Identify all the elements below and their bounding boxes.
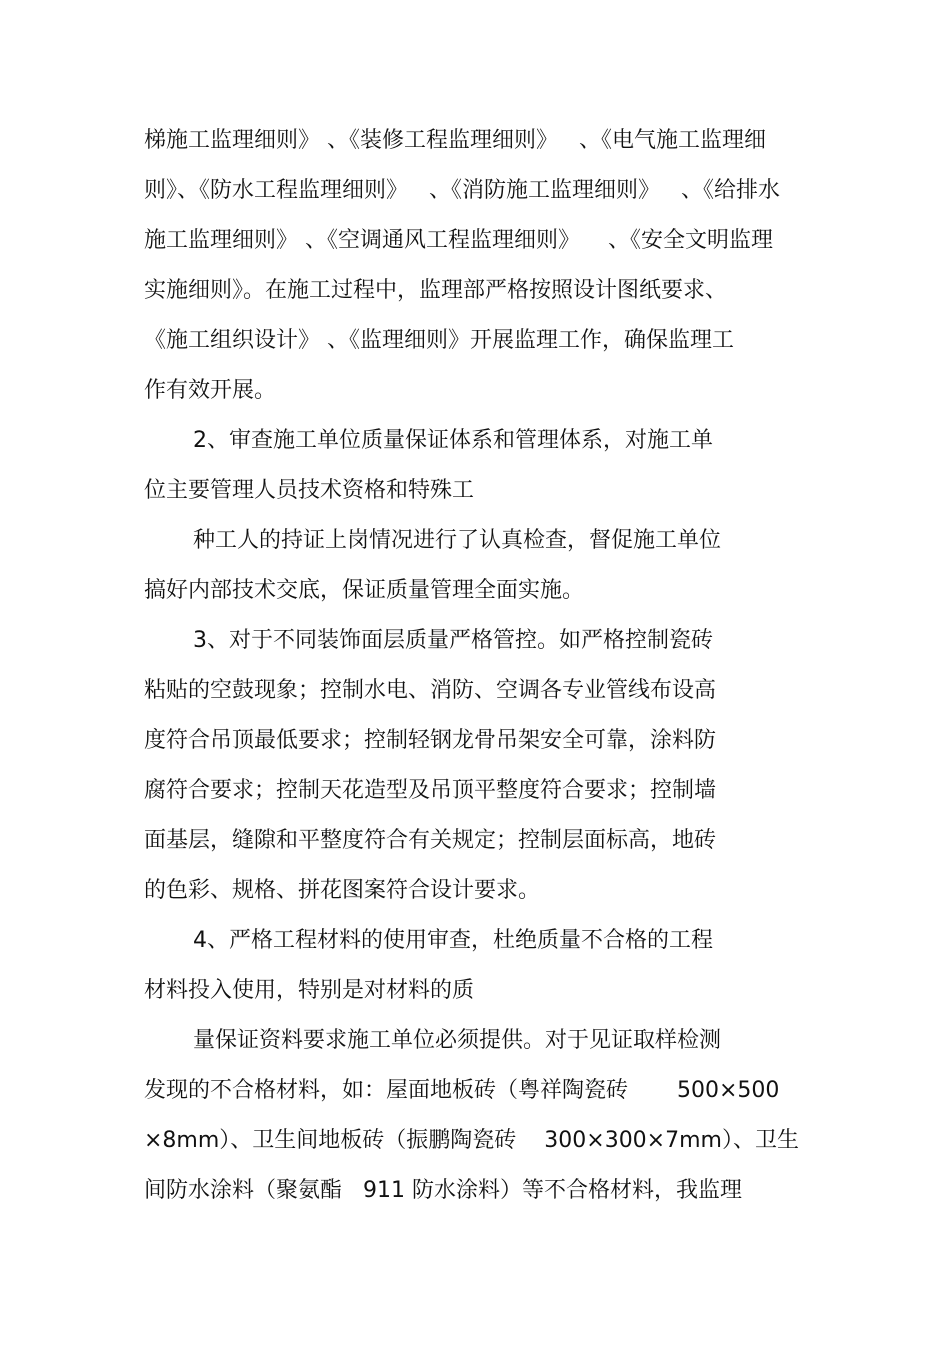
paragraph-3-first-line: 3、对于不同装饰面层质量严格管控。如严格控制瓷砖 — [193, 628, 713, 653]
text-line: 面基层，缝隙和平整度符合有关规定；控制层面标高，地砖 — [144, 828, 717, 853]
paragraph-first-line: 种工人的持证上岗情况进行了认真检查，督促施工单位 — [193, 528, 722, 553]
text-line: 搞好内部技术交底，保证质量管理全面实施。 — [144, 578, 585, 603]
text-line: 发现的不合格材料，如：屋面地板砖（粤祥陶瓷砖 500×500 — [144, 1078, 780, 1103]
text-line: 施工监理细则》 、《空调通风工程监理细则》 、《安全文明监理 — [144, 228, 773, 253]
text-line: 腐符合要求；控制天花造型及吊顶平整度符合要求；控制墙 — [144, 778, 717, 803]
text-line: 度符合吊顶最低要求；控制轻钢龙骨吊架安全可靠，涂料防 — [144, 728, 717, 753]
text-line: 材料投入使用，特别是对材料的质 — [144, 978, 475, 1003]
text-line: 《施工组织设计》 、《监理细则》开展监理工作，确保监理工 — [144, 328, 734, 353]
paragraph-2-first-line: 2、审查施工单位质量保证体系和管理体系，对施工单 — [193, 428, 713, 453]
text-line: 梯施工监理细则》 、《装修工程监理细则》 、《电气施工监理细 — [144, 128, 766, 153]
text-line: 则》、《防水工程监理细则》 、《消防施工监理细则》 、《给排水 — [144, 178, 780, 203]
paragraph-first-line: 量保证资料要求施工单位必须提供。对于见证取样检测 — [193, 1028, 722, 1053]
text-line: 作有效开展。 — [144, 378, 277, 403]
text-line: 间防水涂料（聚氨酯 911 防水涂料）等不合格材料，我监理 — [144, 1178, 742, 1203]
text-line: 实施细则》。在施工过程中，监理部严格按照设计图纸要求、 — [144, 278, 728, 303]
text-line: 的色彩、规格、拼花图案符合设计要求。 — [144, 878, 541, 903]
text-line: 粘贴的空鼓现象；控制水电、消防、空调各专业管线布设高 — [144, 678, 717, 703]
text-line: ×8mm）、卫生间地板砖（振鹏陶瓷砖 300×300×7mm）、卫生 — [144, 1128, 799, 1153]
paragraph-4-first-line: 4、严格工程材料的使用审查，杜绝质量不合格的工程 — [193, 928, 713, 953]
text-line: 位主要管理人员技术资格和特殊工 — [144, 478, 475, 503]
